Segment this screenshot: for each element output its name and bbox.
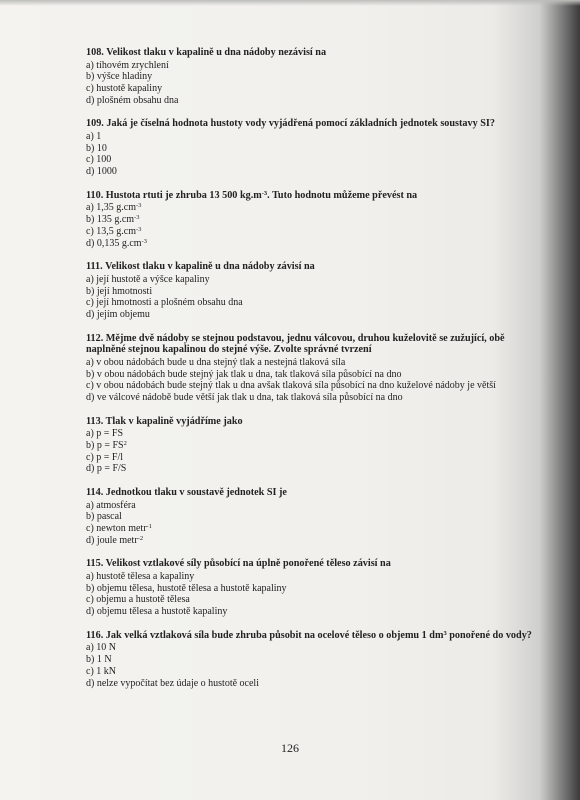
question-113 xyxy=(86,416,546,475)
answer-option: c) 100 xyxy=(86,154,112,166)
answer-option: d) ve válcové nádobě bude větší jak tlak u dna, tak tlaková síla působící na dno xyxy=(86,391,403,403)
answer-option: d) jejím objemu xyxy=(86,308,150,320)
question-title: 112. Mějme dvě nádoby se stejnou podstavou, jednu válcovou, druhou kuželovitě se zužující, obě naplněné stejnou kapalinou do stejné výše. Zvolte správné tvrzení xyxy=(86,332,505,356)
answer-option: b) výšce hladiny xyxy=(86,71,153,83)
question-111 xyxy=(86,261,546,320)
page-number: 126 xyxy=(281,741,299,755)
question-116 xyxy=(86,630,546,689)
question-title: 115. Velikost vztlakové síly působící na úplně ponořené těleso závisí na xyxy=(86,558,391,570)
answer-option: d) joule metr$^{-2}$ xyxy=(86,534,144,546)
question-title: 108. Velikost tlaku v kapalině u dna nádoby nezávisí na xyxy=(86,47,327,58)
answer-option: b) 1 N xyxy=(86,654,112,666)
question-title: 109. Jaká je číselná hodnota hustoty vody vyjádřená pomocí základních jednotek soustavy SI? xyxy=(86,118,495,130)
question-109 xyxy=(86,118,546,177)
answer-option: a) 1,35 $g.cm^{-3}$ xyxy=(86,202,142,214)
answer-option: d) plošném obsahu dna xyxy=(86,94,179,106)
question-112 xyxy=(86,333,546,404)
question-114 xyxy=(86,487,546,546)
question-115 xyxy=(86,558,546,617)
answer-option: b) objemu tělesa, hustotě tělesa a hustotě kapaliny xyxy=(86,582,287,594)
answer-option: b) 135 $g.cm^{-3}$ xyxy=(86,213,140,226)
answer-option: c) 1 kN xyxy=(86,665,116,677)
answer-option: b) v obou nádobách bude stejný jak tlak u dna, tak tlaková síla působící na dno xyxy=(86,368,402,380)
answer-option: a) p = FS xyxy=(86,428,124,440)
answer-option: a) tíhovém zrychlení xyxy=(86,59,169,71)
answer-option: d) p = F/S xyxy=(86,463,127,475)
answer-option: c) hustotě kapaliny xyxy=(86,83,163,94)
question-list xyxy=(86,47,546,701)
question-title: 113. Tlak v kapalině vyjádříme jako xyxy=(86,415,243,427)
answer-option: b) $p = FS^2$ xyxy=(86,439,127,451)
answer-option: b) 10 xyxy=(86,142,107,154)
question-title: 111. Velikost tlaku v kapalině u dna nádoby závisí na xyxy=(86,261,315,273)
answer-option: b) pascal xyxy=(86,511,122,523)
answer-option: d) objemu tělesa a hustotě kapaliny xyxy=(86,606,228,618)
answer-option: c) její hmotnosti a plošném obsahu dna xyxy=(86,297,243,309)
answer-option: d) nelze vypočítat bez údaje o hustotě oceli xyxy=(86,677,259,689)
answer-option: a) hustotě tělesa a kapaliny xyxy=(86,571,195,583)
answer-option: c) 13,5 $g.cm^{-3}$ xyxy=(86,225,142,237)
answer-option: d) 1000 xyxy=(86,166,117,178)
answer-option: d) 0,135 $g.cm^{-3}$ xyxy=(86,237,147,249)
answer-option: c) newton metr$^{-1}$ xyxy=(86,522,152,535)
answer-option: a) v obou nádobách bude u dna stejný tlak a nestejná tlaková síla xyxy=(86,356,346,368)
question-title: 116. Jak velká vztlaková síla bude zhruba působit na ocelové těleso o objemu 1 $dm^3$ ponořené do vody? xyxy=(86,629,532,641)
answer-option: c) v obou nádobách bude stejný tlak u dna avšak tlaková síla působící na dno kuželové nádoby je větší xyxy=(86,380,496,392)
question-title: 110. Hustota rtuti je zhruba 13 500 $kg.m^{-3}$. Tuto hodnotu můžeme převést na xyxy=(86,189,418,201)
answer-option: c) p = F/l xyxy=(86,451,124,463)
answer-option: b) její hmotnosti xyxy=(86,285,153,297)
question-title: 114. Jednotkou tlaku v soustavě jednotek SI je xyxy=(86,487,287,499)
answer-option: a) 10 N xyxy=(86,642,116,654)
question-110 xyxy=(86,190,546,249)
scan-edge-shadow xyxy=(0,0,580,6)
answer-option: c) objemu a hustotě tělesa xyxy=(86,594,190,606)
answer-option: a) 1 xyxy=(86,131,102,142)
answer-option: a) atmosféra xyxy=(86,499,136,511)
answer-option: a) její hustotě a výšce kapaliny xyxy=(86,273,210,285)
question-108 xyxy=(86,47,546,106)
